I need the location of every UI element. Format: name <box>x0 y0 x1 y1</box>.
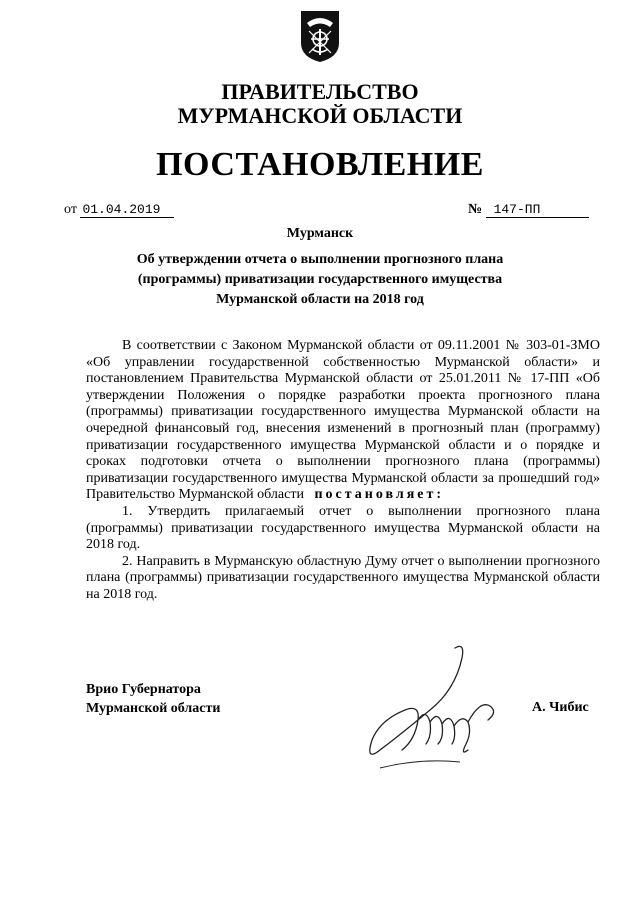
number-prefix: № <box>468 202 483 217</box>
item-1: 1. Утвердить прилагаемый отчет о выполнении прогнозного плана (программы) приватизации государственного имущества Мурманской области на 2018 год. <box>86 503 600 553</box>
decree-word: постановляет: <box>314 487 445 503</box>
government-title-line1: ПРАВИТЕЛЬСТВО <box>221 79 419 104</box>
city-name: Мурманск <box>286 226 354 241</box>
subject-line1: Об утверждении отчета о выполнении прогнозного плана <box>136 252 504 267</box>
coat-of-arms-icon <box>299 9 341 63</box>
date-prefix: от <box>64 202 77 217</box>
position-line1: Врио Губернатора <box>86 682 201 697</box>
number-value: 147-ПП <box>486 202 589 218</box>
signatory-position <box>86 680 220 718</box>
document-number <box>468 202 589 218</box>
subject-line3: Мурманской области на 2018 год <box>216 292 424 307</box>
preamble-paragraph <box>86 338 600 504</box>
subject-line2: (программы) приватизации государственного имущества <box>137 272 503 287</box>
document-body <box>86 338 600 604</box>
document-subject <box>120 250 520 310</box>
handwritten-signature <box>360 640 510 780</box>
preamble-text: В соответствии с Законом Мурманской области от 09.11.2001 № 303-01-ЗМО «Об управлении государственной собственностью Мурманской области» и постановлением Правительства Мурманской области от 25.01.2011 № 17-ПП «Об утверждении Положения о порядке разработки проекта прогнозного плана (программы) приватизации государственного имущества Мурманской области на очередной финансовый год, внесения изменений в прогнозный план (программу) приватизации государственного имущества Мурманской области и о порядке и сроках подготовки отчета о выполнении прогнозного плана (программы) приватизации государственного имущества Мурманской области за прошедший год» Правительство Мурманской области <box>86 338 600 503</box>
document-type-title: ПОСТАНОВЛЕНИЕ <box>156 146 484 183</box>
position-line2: Мурманской области <box>86 701 221 716</box>
item-2: 2. Направить в Мурманскую областную Думу отчет о выполнении прогнозного плана (программы) приватизации государственного имущества Мурманской области на 2018 год. <box>86 553 600 602</box>
date-value: 01.04.2019 <box>80 202 174 218</box>
government-title-line2: МУРМАНСКОЙ ОБЛАСТИ <box>177 103 463 128</box>
signatory-name: А. Чибис <box>532 700 589 715</box>
document-date <box>64 202 174 218</box>
